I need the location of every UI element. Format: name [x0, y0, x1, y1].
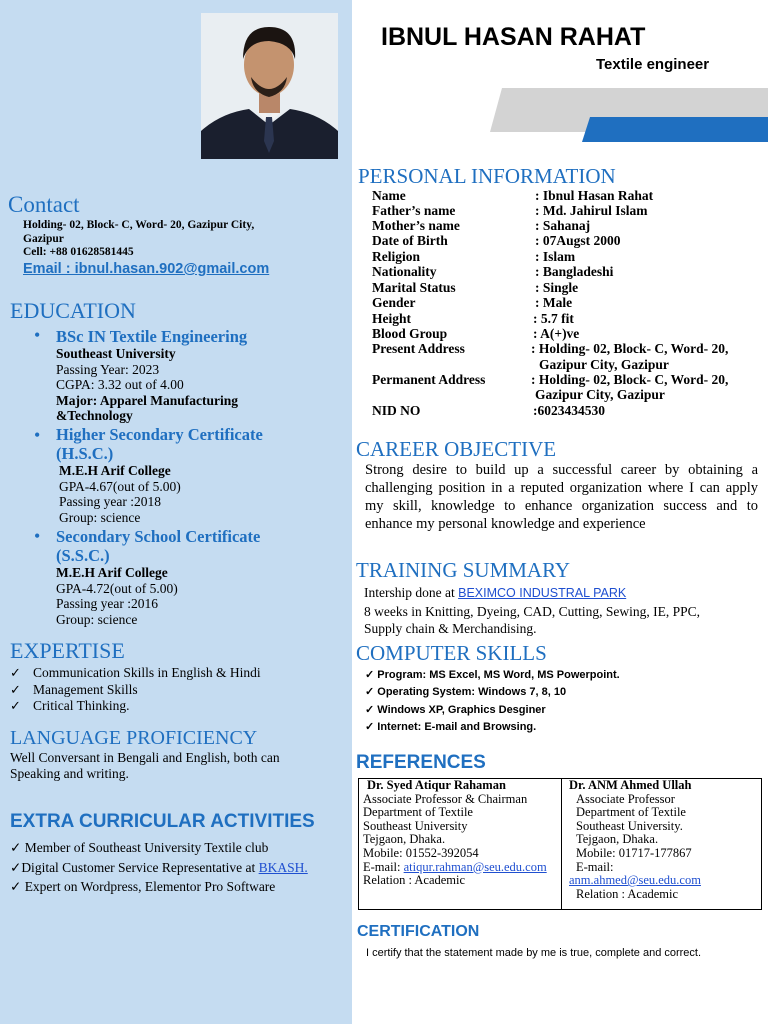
ref2-email-link[interactable]: anm.ahmed@seu.edu.com — [569, 873, 701, 888]
check-icon: ✓ — [10, 840, 25, 855]
language-heading: LANGUAGE PROFICIENCY — [10, 727, 258, 749]
certification-text: I certify that the statement made by me is true, complete and correct. — [366, 947, 702, 959]
info-value: : Single — [535, 280, 579, 295]
contact-email[interactable]: Email : ibnul.hasan.902@gmail.com — [23, 261, 270, 277]
training-prefix: Intership done at — [364, 585, 459, 600]
info-value: : Male — [535, 295, 573, 310]
info-value: : 5.7 fit — [533, 311, 574, 326]
info-value: : Islam — [535, 249, 576, 264]
edu-hsc-year: Passing year :2018 — [59, 494, 161, 509]
expertise-item: Management Skills — [33, 682, 138, 697]
header-decor — [490, 88, 768, 144]
extra-item-text: Member of Southeast University Textile club — [24, 840, 269, 855]
training-line-3: Supply chain & Merchandising. — [364, 621, 537, 636]
ref2-name: Dr. ANM Ahmed Ullah — [569, 778, 692, 792]
bkash-link[interactable]: BKASH. — [258, 859, 308, 875]
training-text — [364, 584, 700, 638]
references-table — [358, 778, 762, 910]
ref1-line: Mobile: 01552-392054 — [363, 845, 479, 860]
ref2-relation: Relation : Academic — [576, 886, 679, 901]
computer-heading: COMPUTER SKILLS — [356, 641, 547, 665]
personal-heading: PERSONAL INFORMATION — [358, 164, 616, 188]
info-value-cont: Gazipur City, Gazipur — [535, 387, 665, 402]
extra-list — [10, 838, 308, 897]
ref2-line: Associate Professor — [576, 791, 675, 806]
profile-photo — [201, 13, 338, 159]
extra-item — [10, 838, 308, 858]
info-label: Blood Group — [372, 326, 448, 341]
contact-address — [23, 219, 254, 260]
contact-heading: Contact — [8, 192, 80, 217]
expertise-heading: EXPERTISE — [10, 638, 125, 663]
info-label: Mother’s name — [372, 218, 460, 233]
references-heading: REFERENCES — [356, 752, 486, 773]
edu-hsc-group: Group: science — [59, 509, 141, 525]
edu-bsc-institution: Southeast University — [56, 346, 176, 361]
address-line-2: Gazipur — [23, 232, 64, 245]
career-heading: CAREER OBJECTIVE — [356, 437, 557, 461]
computer-skill-text: Operating System: Windows 7, 8, 10 — [377, 686, 567, 698]
beximco-link[interactable]: BEXIMCO INDUSTRAL PARK — [458, 586, 627, 600]
edu-ssc-year: Passing year :2016 — [56, 596, 158, 611]
training-line-2: 8 weeks in Knitting, Dyeing, CAD, Cutting, Sewing, IE, PPC, — [364, 603, 701, 619]
ref1-name: Dr. Syed Atiqur Rahaman — [367, 778, 506, 792]
applicant-name: IBNUL HASAN RAHAT — [381, 23, 646, 51]
training-heading: TRAINING SUMMARY — [356, 558, 571, 582]
ref2-line: Tejgaon, Dhaka. — [576, 832, 659, 847]
ref1-email-link[interactable]: atiqur.rahman@seu.edu.com — [403, 859, 547, 874]
language-line-2: Speaking and writing. — [10, 766, 129, 781]
info-label: Present Address — [372, 341, 465, 356]
check-icon: ✓ — [365, 686, 378, 698]
info-value-cont: Gazipur City, Gazipur — [539, 357, 669, 372]
address-line-1: Holding- 02, Block- C, Word- 20, Gazipur City, — [23, 219, 255, 231]
ref2-line: Mobile: 01717-177867 — [576, 845, 692, 860]
edu-ssc-gpa: GPA-4.72(out of 5.00) — [56, 580, 178, 596]
check-icon: ✓ — [10, 698, 21, 713]
ref2-line: Department of Textile — [576, 805, 686, 820]
expertise-item: Communication Skills in English & Hindi — [33, 665, 261, 680]
ref1-email-row — [363, 861, 561, 875]
edu-ssc-title — [56, 527, 260, 565]
check-icon: ✓ — [10, 859, 22, 875]
info-label: Nationality — [372, 264, 437, 279]
expertise-item: Critical Thinking. — [33, 698, 130, 713]
computer-skill-text: Windows XP, Graphics Desginer — [377, 704, 546, 716]
ref1-line: Associate Professor & Chairman — [363, 791, 528, 806]
header-blue-bar — [582, 117, 768, 142]
info-label: Permanent Address — [372, 372, 486, 387]
extra-item-text: Digital Customer Service Representative at — [21, 859, 259, 875]
edu-bsc-major: Major: Apparel Manufacturing — [56, 392, 238, 408]
info-value: : Md. Jahirul Islam — [535, 203, 648, 218]
info-label: Father’s name — [372, 203, 456, 218]
training-line-1 — [364, 584, 700, 603]
bullet-icon: • — [34, 425, 41, 445]
bullet-icon: • — [34, 526, 41, 546]
ref1-line: Southeast University — [363, 818, 468, 833]
edu-bsc-details — [56, 346, 238, 424]
edu-ssc-details — [56, 565, 178, 627]
person-avatar-icon — [201, 13, 338, 159]
edu-ssc-title-2: (S.S.C.) — [56, 546, 110, 565]
bullet-icon: • — [34, 325, 41, 345]
edu-bsc-title: BSc IN Textile Engineering — [56, 327, 248, 346]
info-value: : Holding- 02, Block- C, Word- 20, — [531, 341, 729, 356]
edu-bsc-major-2: &Technology — [56, 408, 133, 423]
info-value: : Holding- 02, Block- C, Word- 20, — [531, 372, 729, 387]
info-value: :6023434530 — [533, 403, 605, 418]
computer-skill-item — [365, 686, 566, 699]
check-icon: ✓ — [10, 665, 21, 680]
ref1-email-label: E-mail: — [363, 859, 404, 874]
career-text: Strong desire to build up a successful career by obtaining a challenging position in a reputed organization where I can apply my skill, knowledge to enhance organization success and to enhance my personal knowledge and experience — [365, 462, 758, 532]
info-label: Date of Birth — [372, 233, 448, 248]
computer-skill-item — [365, 721, 536, 734]
edu-hsc-title-2: (H.S.C.) — [56, 444, 114, 463]
edu-hsc-title — [56, 425, 263, 463]
info-label: Height — [372, 311, 411, 326]
info-value: : Sahanaj — [535, 218, 591, 233]
info-value: : A(+)ve — [533, 326, 580, 341]
reference-2 — [569, 779, 757, 909]
edu-hsc-title-1: Higher Secondary Certificate — [56, 425, 263, 444]
edu-hsc-details — [59, 463, 181, 525]
ref2-line: E-mail: — [576, 859, 614, 874]
check-icon: ✓ — [365, 669, 378, 681]
ref2-line: Southeast University. — [576, 818, 683, 833]
edu-ssc-institution: M.E.H Arif College — [56, 565, 168, 580]
info-label: Religion — [372, 249, 421, 264]
info-label: Gender — [372, 295, 416, 310]
edu-bsc-year: Passing Year: 2023 — [56, 361, 160, 377]
language-line-1: Well Conversant in Bengali and English, both can — [10, 750, 280, 765]
info-label: Name — [372, 188, 406, 203]
extra-heading: EXTRA CURRICULAR ACTIVITIES — [10, 811, 315, 832]
computer-skill-text: Internet: E-mail and Browsing. — [377, 721, 537, 733]
info-label: Marital Status — [372, 280, 456, 295]
edu-ssc-group: Group: science — [56, 611, 138, 627]
info-label: NID NO — [372, 403, 421, 418]
certification-heading: CERTIFICATION — [357, 923, 480, 940]
check-icon: ✓ — [365, 721, 378, 733]
extra-item — [10, 877, 308, 897]
contact-cell: Cell: +88 01628581445 — [23, 246, 134, 258]
info-value: : Bangladeshi — [535, 264, 614, 279]
edu-hsc-institution: M.E.H Arif College — [59, 463, 171, 478]
edu-ssc-title-1: Secondary School Certificate — [56, 527, 261, 546]
language-text — [10, 750, 280, 782]
info-value: : Ibnul Hasan Rahat — [535, 188, 654, 203]
edu-hsc-gpa: GPA-4.67(out of 5.00) — [59, 478, 181, 494]
info-value: : 07Augst 2000 — [535, 233, 621, 248]
edu-bsc-cgpa: CGPA: 3.32 out of 4.00 — [56, 377, 184, 392]
check-icon: ✓ — [10, 879, 25, 894]
computer-skill-text: Program: MS Excel, MS Word, MS Powerpoint. — [377, 669, 620, 681]
applicant-title: Textile engineer — [596, 56, 710, 73]
computer-skill-item — [365, 669, 620, 682]
ref1-relation: Relation : Academic — [363, 873, 466, 888]
check-icon: ✓ — [10, 682, 21, 697]
computer-skill-item — [365, 704, 546, 717]
reference-1 — [363, 779, 562, 909]
extra-item-text: Expert on Wordpress, Elementor Pro Software — [24, 879, 276, 894]
check-icon: ✓ — [365, 704, 378, 716]
education-heading: EDUCATION — [10, 298, 136, 323]
ref1-line: Department of Textile — [363, 805, 473, 820]
extra-item — [10, 858, 308, 878]
ref1-line: Tejgaon, Dhaka. — [363, 832, 446, 847]
